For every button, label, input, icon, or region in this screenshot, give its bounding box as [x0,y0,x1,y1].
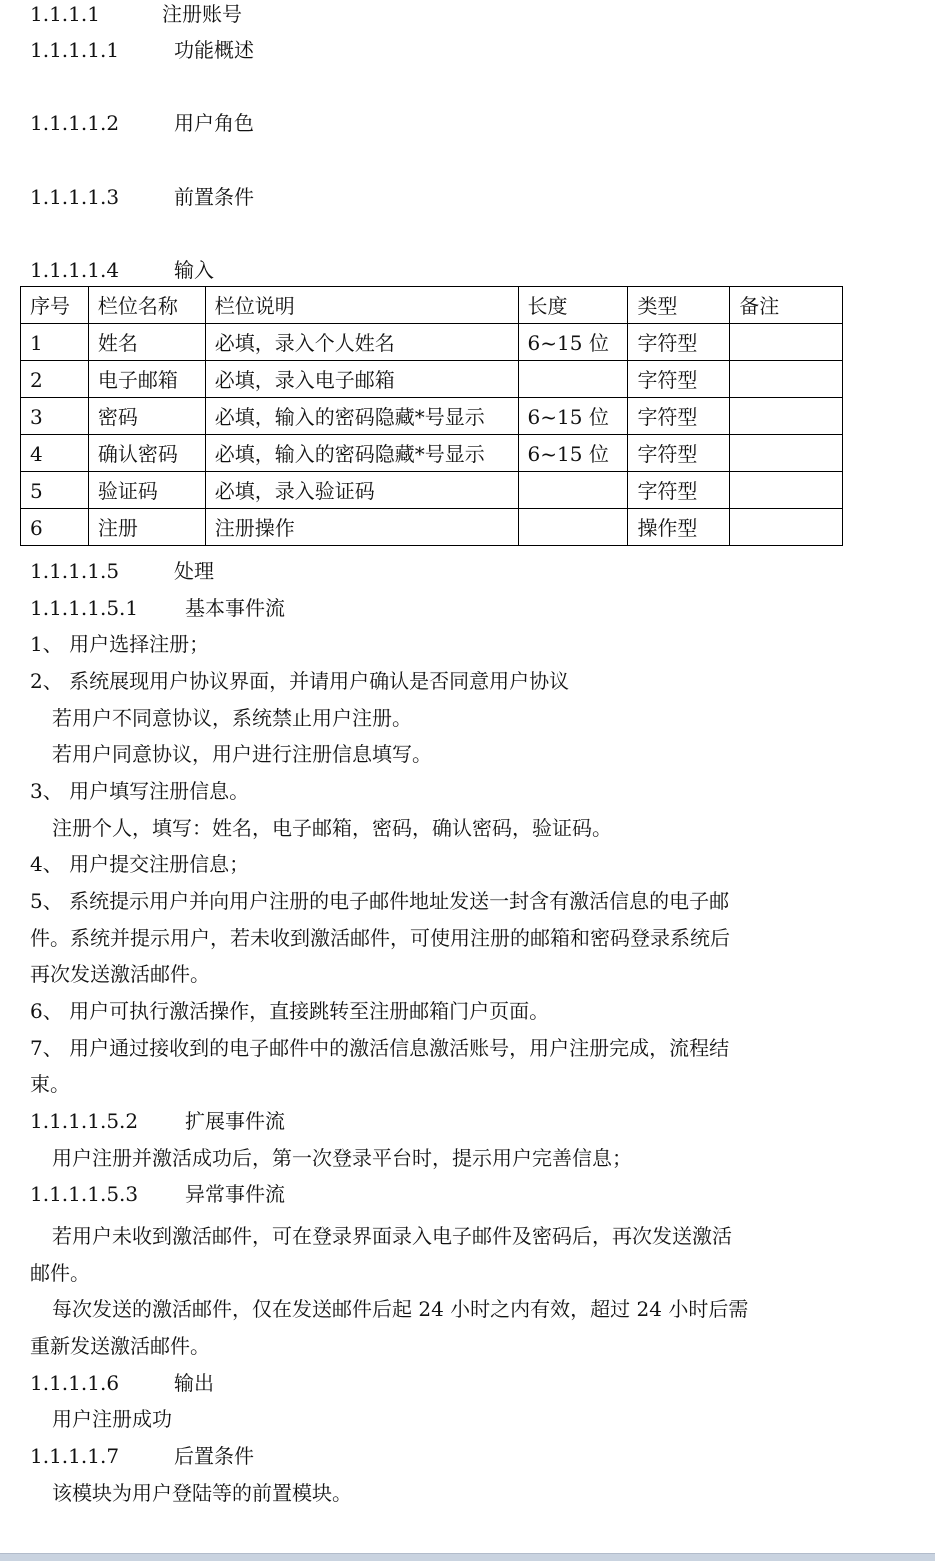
heading-overview [30,32,254,68]
heading-title: 注册账号 [162,2,242,26]
postcondition-text: 该模块为用户登陆等的前置模块。 [52,1481,352,1505]
table-cell: 必填，输入的密码隐藏*号显示 [205,435,518,472]
basic-flow-step-cont: 件。系统并提示用户，若未收到激活邮件，可使用注册的邮箱和密码登录系统后 [30,926,730,950]
table-cell: 注册操作 [205,509,518,546]
heading-number: 1.1.1.1.2 [30,111,120,135]
heading-title: 功能概述 [174,38,254,62]
basic-flow-step: 7、 用户通过接收到的电子邮件中的激活信息激活账号，用户注册完成，流程结 [30,1036,730,1060]
table-cell [730,361,843,398]
table-cell: 6~15 位 [518,398,628,435]
table-row [21,361,843,398]
table-cell [518,472,628,509]
heading-number: 1.1.1.1.1 [30,38,120,62]
table-cell: 密码 [88,398,205,435]
table-row [21,324,843,361]
table-cell: 必填，输入的密码隐藏*号显示 [205,398,518,435]
basic-flow-substep: 若用户不同意协议，系统禁止用户注册。 [52,706,412,730]
basic-flow-step-cont: 再次发送激活邮件。 [30,962,210,986]
basic-flow-step: 4、 用户提交注册信息； [30,852,250,876]
heading-title: 扩展事件流 [185,1109,285,1133]
heading-title: 输入 [174,258,214,282]
table-cell: 2 [21,361,89,398]
table-cell: 6 [21,509,89,546]
heading-number: 1.1.1.1.5 [30,559,120,583]
table-row [21,435,843,472]
table-header-row [21,287,843,324]
basic-flow-step: 2、 系统展现用户协议界面，并请用户确认是否同意用户协议 [30,669,570,693]
heading-process [30,553,214,589]
header-cell-type: 类型 [628,287,730,324]
table-cell: 字符型 [628,398,730,435]
extended-flow-text: 用户注册并激活成功后，第一次登录平台时，提示用户完善信息； [52,1146,632,1170]
heading-postcondition [30,1438,254,1474]
basic-flow-step: 3、 用户填写注册信息。 [30,779,250,803]
heading-exception-flow [30,1176,285,1212]
header-cell-field-name: 栏位名称 [88,287,205,324]
heading-title: 基本事件流 [185,596,285,620]
header-cell-field-desc: 栏位说明 [205,287,518,324]
table-cell [730,398,843,435]
heading-register-account [30,0,242,32]
table-cell: 必填，录入电子邮箱 [205,361,518,398]
table-cell: 确认密码 [88,435,205,472]
heading-title: 处理 [174,559,214,583]
table-cell: 6~15 位 [518,324,628,361]
heading-number: 1.1.1.1.7 [30,1444,120,1468]
heading-number: 1.1.1.1.5.1 [30,596,139,620]
table-cell [518,361,628,398]
heading-number: 1.1.1.1.5.2 [30,1109,139,1133]
table-cell: 必填，录入验证码 [205,472,518,509]
heading-input [30,252,214,288]
heading-number: 1.1.1.1.4 [30,258,120,282]
basic-flow-step: 5、 系统提示用户并向用户注册的电子邮件地址发送一封含有激活信息的电子邮 [30,889,730,913]
heading-title: 后置条件 [174,1444,254,1468]
heading-output [30,1365,214,1401]
heading-precondition [30,179,254,215]
table-cell [518,509,628,546]
exception-flow-text-cont: 邮件。 [30,1261,90,1285]
table-cell: 5 [21,472,89,509]
basic-flow-step: 6、 用户可执行激活操作，直接跳转至注册邮箱门户页面。 [30,999,550,1023]
table-cell: 姓名 [88,324,205,361]
heading-number: 1.1.1.1.6 [30,1371,120,1395]
heading-user-role [30,105,254,141]
header-cell-remark: 备注 [730,287,843,324]
header-cell-length: 长度 [518,287,628,324]
table-cell: 操作型 [628,509,730,546]
table-row [21,398,843,435]
table-cell: 注册 [88,509,205,546]
table-cell: 4 [21,435,89,472]
table-cell: 字符型 [628,324,730,361]
output-text: 用户注册成功 [52,1407,172,1431]
table-row [21,509,843,546]
exception-flow-text: 若用户未收到激活邮件，可在登录界面录入电子邮件及密码后，再次发送激活 [52,1224,732,1248]
header-cell-index: 序号 [21,287,89,324]
heading-number: 1.1.1.1.3 [30,185,120,209]
table-cell: 6~15 位 [518,435,628,472]
basic-flow-step-cont: 束。 [30,1072,70,1096]
exception-flow-text-cont: 重新发送激活邮件。 [30,1334,210,1358]
heading-number: 1.1.1.1.5.3 [30,1182,139,1206]
heading-title: 用户角色 [174,111,254,135]
table-cell: 字符型 [628,361,730,398]
table-cell: 必填，录入个人姓名 [205,324,518,361]
table-cell: 电子邮箱 [88,361,205,398]
table-row [21,472,843,509]
input-fields-table [20,286,843,546]
table-cell [730,435,843,472]
table-cell [730,509,843,546]
exception-flow-text: 每次发送的激活邮件，仅在发送邮件后起 24 小时之内有效，超过 24 小时后需 [52,1297,749,1321]
heading-number: 1.1.1.1 [30,2,100,26]
table-cell: 1 [21,324,89,361]
table-cell [730,324,843,361]
basic-flow-substep: 若用户同意协议，用户进行注册信息填写。 [52,742,432,766]
heading-title: 前置条件 [174,185,254,209]
basic-flow-step: 1、 用户选择注册； [30,632,210,656]
heading-title: 异常事件流 [185,1182,285,1206]
table-cell: 3 [21,398,89,435]
basic-flow-substep: 注册个人，填写：姓名，电子邮箱，密码，确认密码，验证码。 [52,816,612,840]
table-cell: 字符型 [628,435,730,472]
table-cell: 验证码 [88,472,205,509]
table-cell: 字符型 [628,472,730,509]
heading-basic-flow [30,590,285,626]
table-cell [730,472,843,509]
heading-extended-flow [30,1103,285,1139]
heading-title: 输出 [174,1371,214,1395]
